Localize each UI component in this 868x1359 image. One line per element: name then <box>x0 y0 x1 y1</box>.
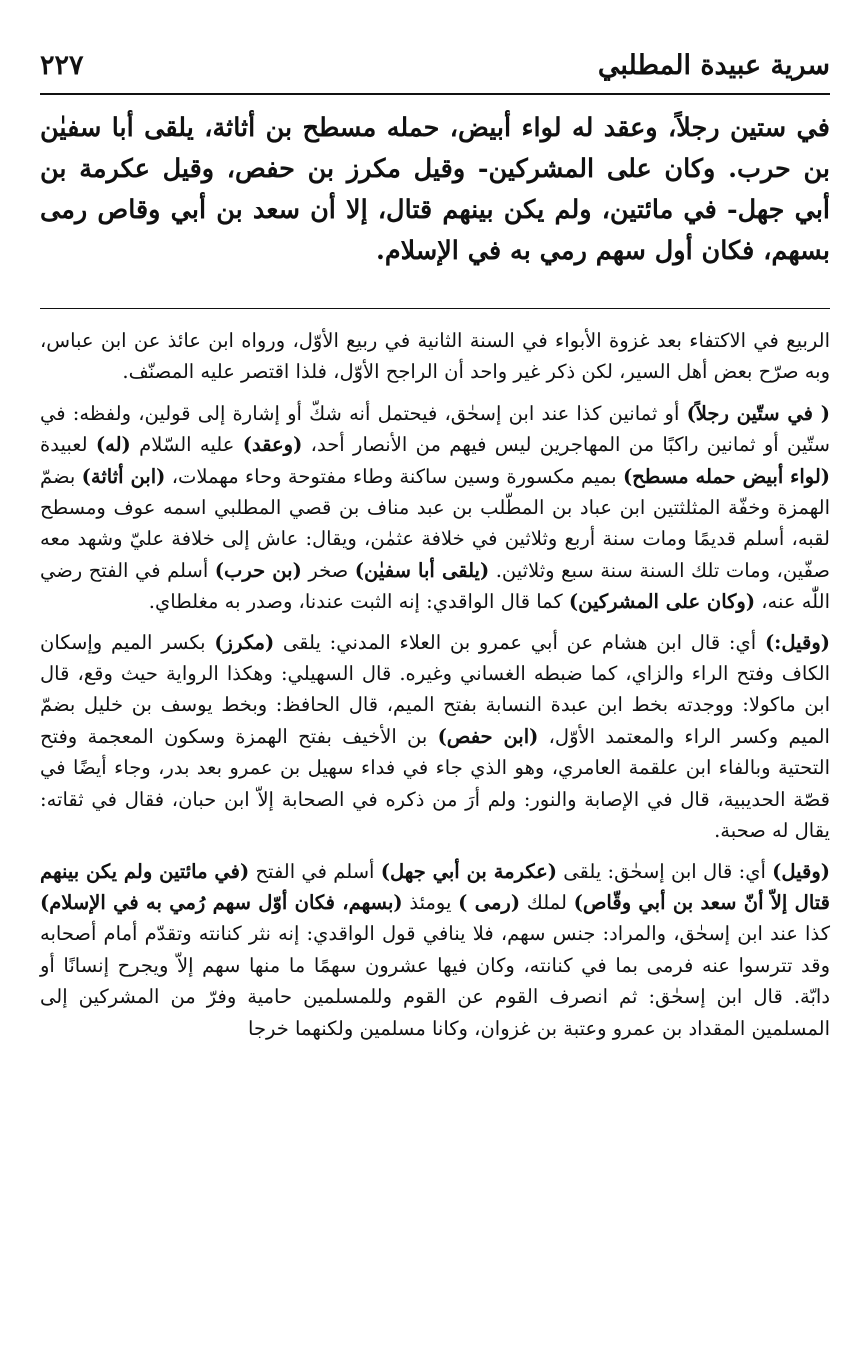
commentary-text: صخر <box>301 558 355 582</box>
commentary-text: عليه السّلام <box>130 433 243 457</box>
commentary-text: أسلم في الفتح <box>249 859 381 883</box>
keyword: (ابن حفص) <box>437 724 539 748</box>
page-number: ٢٢٧ <box>40 49 84 81</box>
separator-rule <box>40 308 830 309</box>
header-rule <box>40 93 830 95</box>
commentary-text: لعبيدة <box>40 433 96 457</box>
commentary-text: أسلم في الفتح رضي اللّٰه عنه، <box>40 558 830 614</box>
keyword: (بن حرب) <box>214 558 302 582</box>
commentary-paragraph-1: الربيع في الاكتفاء بعد غزوة الأبواء في السنة الثانية في ربيع الأوّل، ورواه ابن عائذ عن ابن عباس، وبه صرّح بعض أهل السير، لكن ذكر غير واحد أن الراجح الأوّل، فلذا اقتصر عليه المصنّف. <box>40 329 830 384</box>
keyword: ( في ستّين رجلاً) <box>686 401 830 425</box>
commentary-text: أو ثمانين كذا عند ابن إسحٰق، فيحتمل أنه شكّ أو إشارة إلى قولين، ولفظه: في ستّين أو ثمانين راكبًا من المهاجرين ليس فيهم من الأنصار أحد، <box>40 401 830 457</box>
commentary-text: كذا عند ابن إسحٰق، والمراد: جنس سهم، فلا ينافي قول الواقدي: إنه نثر كنانته وتقدّم أمام أصحابه وقد تترسوا عنه فرمى بما في كنانته، وكان فيها عشرون سهمًا ما منها سهم إلاّ ويجرح إنسانًا أو دابّة. قال ابن إسحٰق: ثم انصرف القوم عن القوم وللمسلمين حامية وفرّ من المشركين إلى المسلمين المقداد بن عمرو وعتبة بن غزوان، وكانا مسلمين ولكنهما خرجا <box>40 922 830 1040</box>
commentary-text: بميم مكسورة وسين ساكنة وطاء مفتوحة وحاء مهملات، <box>165 464 623 488</box>
keyword: (بسهم، فكان أوّل سهم رُمي به في الإسلام) <box>40 890 403 914</box>
keyword: (له) <box>95 433 131 457</box>
commentary-paragraph-4 <box>40 856 830 1044</box>
page-header <box>40 40 830 90</box>
keyword: (رمى ) <box>458 890 521 914</box>
keyword: (وقيل:) <box>764 630 830 654</box>
keyword: (مكرز) <box>214 630 275 654</box>
commentary-text: لملك <box>520 890 574 914</box>
keyword: (عكرمة بن أبي جهل) <box>380 859 558 883</box>
commentary-text: بكسر الميم وإسكان الكاف وفتح الراء والزاي، كما ضبطه الغساني وغيره. قال السهيلي: وهكذا الرواية حيث وقع، قال ابن ماكولا: ووجدته بخط ابن عبدة النسابة بفتح الميم، قال الحافظ: وبخط يوسف بن خليل بضمّ الميم وكسر الراء والمعتمد الأوّل، <box>40 630 830 748</box>
keyword: (وقيل) <box>772 859 831 883</box>
keyword: (لواء أبيض حمله مسطح) <box>622 464 831 488</box>
keyword: (في مائتين ولم يكن بينهم قتال إلاّ أنّ سعد بن أبي وقّاص) <box>40 859 830 914</box>
keyword: (يلقى أبا سفيٰن) <box>354 558 490 582</box>
keyword: (وكان على المشركين) <box>568 590 756 614</box>
main-text-paragraph: في ستين رجلاً، وعقد له لواء أبيض، حمله مسطح بن أثاثة، يلقى أبا سفيٰن بن حرب. وكان على المشركين- وقيل مكرز بن حفص، وقيل عكرمة بن أبي جهل- في مائتين، ولم يكن بينهم قتال، إلا أن سعد بن أبي وقاص رمى بسهم، فكان أول سهم رمي به في الإسلام. <box>40 113 830 266</box>
commentary-text: أي: قال ابن إسحٰق: يلقى <box>557 859 773 883</box>
commentary-paragraph-2 <box>40 398 830 618</box>
keyword: (ابن أثاثة) <box>81 464 166 488</box>
commentary-paragraph-3 <box>40 627 830 847</box>
commentary-text: كما قال الواقدي: إنه الثبت عندنا، وصدر به مغلطاي. <box>148 590 569 614</box>
commentary-text: بضمّ الهمزة وخفّة المثلثتين ابن عباد بن المطّلب بن عبد مناف بن قصي المطلبي اسمه عوف ومسطح لقبه، أسلم قديمًا ومات سنة أربع وثلاثين في خلافة عثمٰن، ويقال: عاش إلى خلافة عليّ وشهد معه صفّين، ومات تلك السنة سنة سبع وثلاثين. <box>40 464 830 582</box>
keyword: (وعقد) <box>242 433 303 457</box>
chapter-title: سرية عبيدة المطلبي <box>597 49 830 81</box>
commentary-text: يومئذ <box>402 890 459 914</box>
main-text-block <box>40 108 830 272</box>
commentary-text: أي: قال ابن هشام عن أبي عمرو بن العلاء المدني: يلقى <box>274 630 765 654</box>
commentary-text: بن الأخيف بفتح الهمزة وسكون المعجمة وفتح التحتية وبالفاء ابن علقمة العامري، وهو الذي جاء في فداء سهيل بن عمرو بعد بدر، وجاء أيضًا في قصّة الحديبية، قال في الإصابة والنور: ولم أرَ من ذكره في الصحابة إلاّ ابن حبان، فقال في ثقاته: يقال له صحبة. <box>40 724 830 843</box>
commentary-block <box>40 325 830 1053</box>
